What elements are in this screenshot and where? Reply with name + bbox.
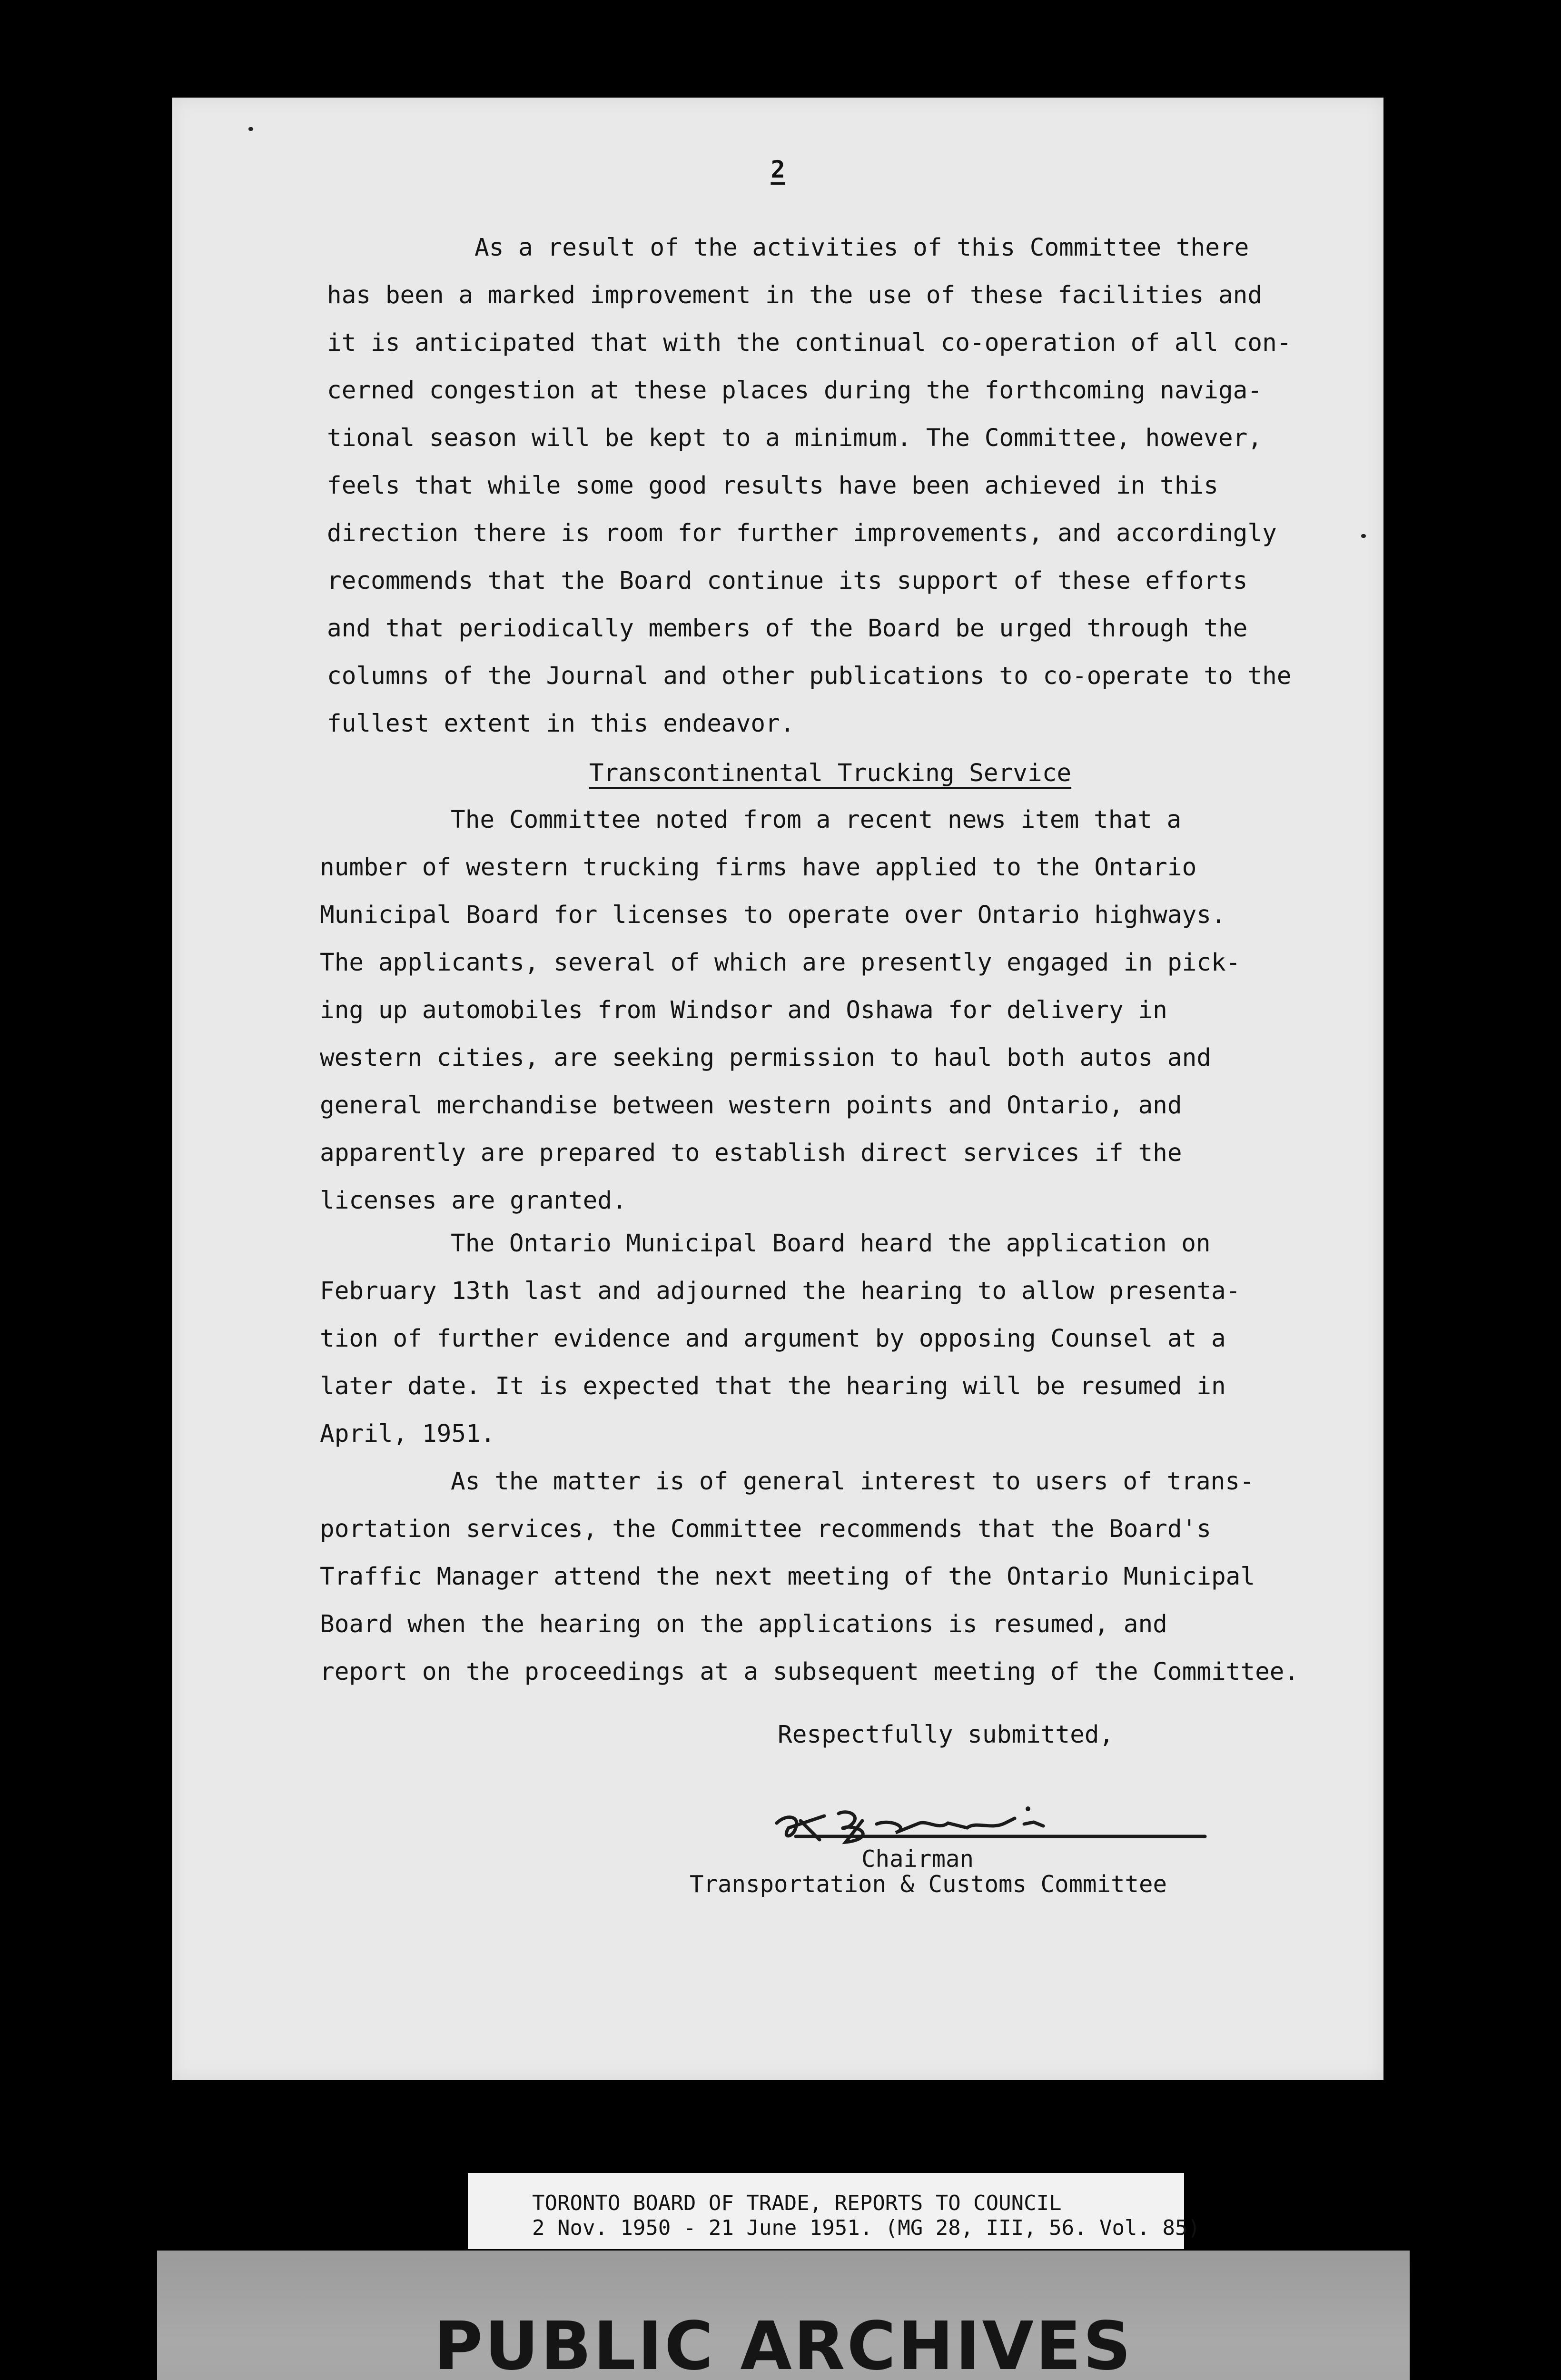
text-line: Traffic Manager attend the next meeting of the Ontario Municipal	[320, 1563, 1255, 1591]
text-line: ing up automobiles from Windsor and Oshawa for delivery in	[320, 996, 1167, 1024]
text-line: licenses are granted.	[320, 1187, 627, 1215]
text-line: Board when the hearing on the applications is resumed, and	[320, 1610, 1167, 1638]
text-line: number of western trucking firms have applied to the Ontario	[320, 853, 1197, 882]
text-line: The Ontario Municipal Board heard the application on	[451, 1230, 1211, 1258]
text-line: February 13th last and adjourned the hearing to allow presenta-	[320, 1277, 1241, 1305]
text-line: it is anticipated that with the continual co-operation of all con-	[327, 329, 1292, 357]
text-line: Municipal Board for licenses to operate over Ontario highways.	[320, 901, 1226, 929]
signatory-committee: Transportation & Customs Committee	[690, 1871, 1167, 1898]
text-line: feels that while some good results have been achieved in this	[327, 472, 1218, 500]
text-line: apparently are prepared to establish direct services if the	[320, 1139, 1182, 1167]
paragraph-recommendation	[320, 1458, 1299, 1696]
text-line: and that periodically members of the Board be urged through the	[327, 615, 1248, 643]
paragraph-trucking-firms	[320, 796, 1240, 1225]
section-heading: Transcontinental Trucking Service	[589, 759, 1072, 787]
text-line: portation services, the Committee recommends that the Board's	[320, 1515, 1211, 1543]
text-line: western cities, are seeking permission to haul both autos and	[320, 1044, 1211, 1072]
text-line: As a result of the activities of this Committee there	[474, 234, 1249, 262]
text-line: fullest extent in this endeavor.	[327, 710, 795, 738]
text-line: direction there is room for further improvements, and accordingly	[327, 519, 1277, 547]
stamp-line: PUBLIC ARCHIVES	[434, 2308, 1133, 2380]
archive-label-line: TORONTO BOARD OF TRADE, REPORTS TO COUNCIL	[532, 2191, 1062, 2215]
text-line: general merchandise between western points and Ontario, and	[320, 1091, 1182, 1120]
text-line: The Committee noted from a recent news item that a	[451, 806, 1182, 834]
document-page	[172, 98, 1383, 2080]
text-line: later date. It is expected that the hearing will be resumed in	[320, 1372, 1226, 1400]
text-line: As the matter is of general interest to users of trans-	[451, 1468, 1255, 1496]
signatory-title: Chairman	[861, 1845, 974, 1873]
text-line: columns of the Journal and other publications to co-operate to the	[327, 662, 1292, 690]
speck	[248, 127, 253, 131]
text-line: report on the proceedings at a subsequent meeting of the Committee.	[320, 1658, 1299, 1686]
page-number: 2	[771, 156, 785, 183]
text-line: recommends that the Board continue its support of these efforts	[327, 567, 1248, 595]
text-line: tional season will be kept to a minimum. The Committee, however,	[327, 424, 1263, 452]
text-line: has been a marked improvement in the use of these facilities and	[327, 281, 1263, 309]
closing-line: Respectfully submitted,	[778, 1721, 1114, 1749]
archives-stamp	[157, 2251, 1410, 2380]
text-line: April, 1951.	[320, 1420, 495, 1448]
speck	[1361, 534, 1366, 538]
archive-label-line: 2 Nov. 1950 - 21 June 1951. (MG 28, III, 56. Vol. 85)	[532, 2216, 1200, 2240]
paragraph-hearing	[320, 1220, 1240, 1458]
text-line: tion of further evidence and argument by opposing Counsel at a	[320, 1325, 1226, 1353]
archive-label-card	[468, 2173, 1200, 2249]
text-line: The applicants, several of which are presently engaged in pick-	[320, 949, 1241, 977]
paragraph-congestion	[327, 224, 1292, 748]
text-line: cerned congestion at these places during the forthcoming naviga-	[327, 377, 1263, 405]
